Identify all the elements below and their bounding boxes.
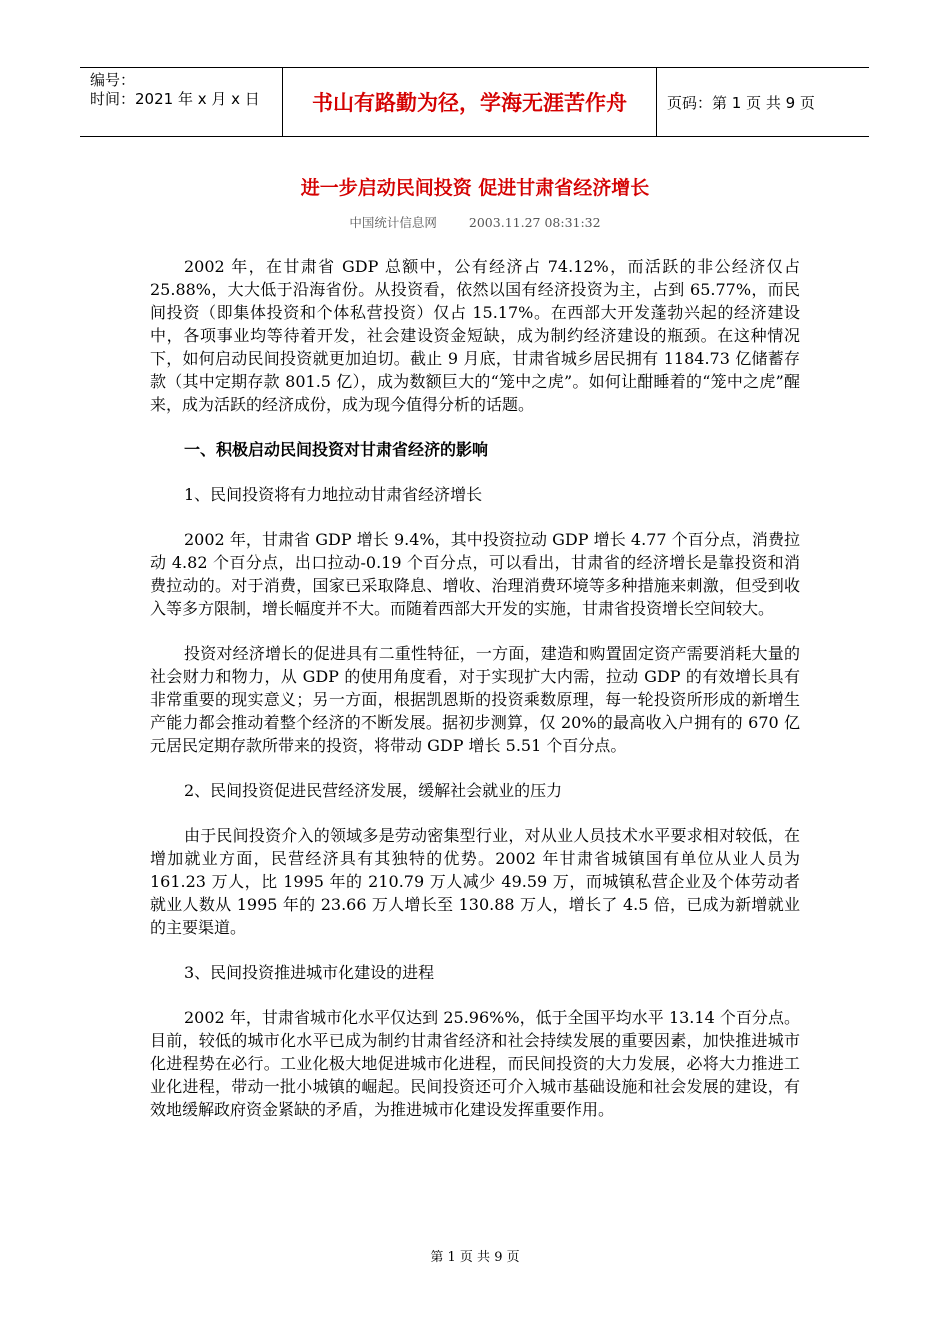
header-page-info: 页码：第 1 页 共 9 页 bbox=[667, 93, 815, 112]
paragraph-3: 投资对经济增长的促进具有二重性特征，一方面，建造和购置固定资产需要消耗大量的社会财力和物力，从 GDP 的使用角度看，对于实现扩大内需，拉动 GDP 的有效增长具有非常重要的现实意义；另一方面，根据凯恩斯的投资乘数原理，每一轮投资所形成的新增生产能力都会推动着整个经济的不断发展。据初步测算，仅 20%的最高收入户拥有的 670 亿元居民定期存款所带来的投资，将带动 GDP 增长 5.51 个百分点。 bbox=[150, 644, 800, 755]
header-meta bbox=[80, 68, 283, 136]
article-datetime: 2003.11.27 08:31:32 bbox=[468, 215, 601, 230]
paragraph-1: 2002 年，在甘肃省 GDP 总额中，公有经济占 74.12%，而活跃的非公经济仅占 25.88%，大大低于沿海省份。从投资看，依然以国有经济投资为主，占到 65.77%，而民间投资（即集体投资和个体私营投资）仅占 15.17%。在西部大开发蓬勃兴起的经济建设中，各项事业均等待着开发，社会建设资金短缺，成为制约经济建设的瓶颈。在这种情况下，如何启动民间投资就更加迫切。截止 9 月底，甘肃省城乡居民拥有 1184.73 亿储蓄存款（其中定期存款 801.5 亿），成为数额巨大的“笼中之虎”。如何让酣睡着的“笼中之虎”醒来，成为活跃的经济成份，成为现今值得分析的话题。 bbox=[150, 257, 800, 414]
subheading-3: 3、民间投资推进城市化建设的进程 bbox=[184, 963, 435, 982]
time-label: 时间：2021 年 x 月 x 日 bbox=[90, 90, 260, 108]
page-header bbox=[80, 67, 869, 137]
page-footer: 第 1 页 共 9 页 bbox=[430, 1250, 520, 1265]
article-title: 进一步启动民间投资 促进甘肃省经济增长 bbox=[300, 177, 650, 199]
number-label: 编号： bbox=[90, 71, 136, 89]
article-source-line bbox=[0, 213, 950, 231]
section-1-heading: 一、积极启动民间投资对甘肃省经济的影响 bbox=[184, 440, 489, 459]
paragraph-4: 由于民间投资介入的领域多是劳动密集型行业，对从业人员技术水平要求相对较低，在增加就业方面，民营经济具有其独特的优势。2002 年甘肃省城镇国有单位从业人员为 161.23 万人，比 1995 年的 210.79 万人减少 49.59 万，而城镇私营企业及个体劳动者就业人数从 1995 年的 23.66 万人增长至 130.88 万人，增长了 4.5 倍，已成为新增就业的主要渠道。 bbox=[150, 826, 800, 937]
paragraph-5: 2002 年，甘肃省城市化水平仅达到 25.96%%，低于全国平均水平 13.14 个百分点。目前，较低的城市化水平已成为制约甘肃省经济和社会持续发展的重要因素，加快推进城市化进程势在必行。工业化极大地促进城市化进程，而民间投资的大力发展，必将大力推进工业化进程，带动一批小城镇的崛起。民间投资还可介入城市基础设施和社会发展的建设，有效地缓解政府资金紧缺的矛盾，为推进城市化建设发挥重要作用。 bbox=[150, 1008, 800, 1119]
article-source: 中国统计信息网 bbox=[349, 215, 437, 230]
paragraph-2: 2002 年，甘肃省 GDP 增长 9.4%，其中投资拉动 GDP 增长 4.77 个百分点，消费拉动 4.82 个百分点，出口拉动-0.19 个百分点，可以看出，甘肃省的经济增长是靠投资和消费拉动的。对于消费，国家已采取降息、增收、治理消费环境等多种措施来刺激，但受到收入等多方限制，增长幅度并不大。而随着西部大开发的实施，甘肃省投资增长空间较大。 bbox=[150, 530, 800, 618]
subheading-2: 2、民间投资促进民营经济发展，缓解社会就业的压力 bbox=[184, 781, 563, 800]
article-body bbox=[150, 255, 800, 1121]
header-motto: 书山有路勤为径，学海无涯苦作舟 bbox=[283, 68, 657, 136]
subheading-1: 1、民间投资将有力地拉动甘肃省经济增长 bbox=[184, 485, 483, 504]
